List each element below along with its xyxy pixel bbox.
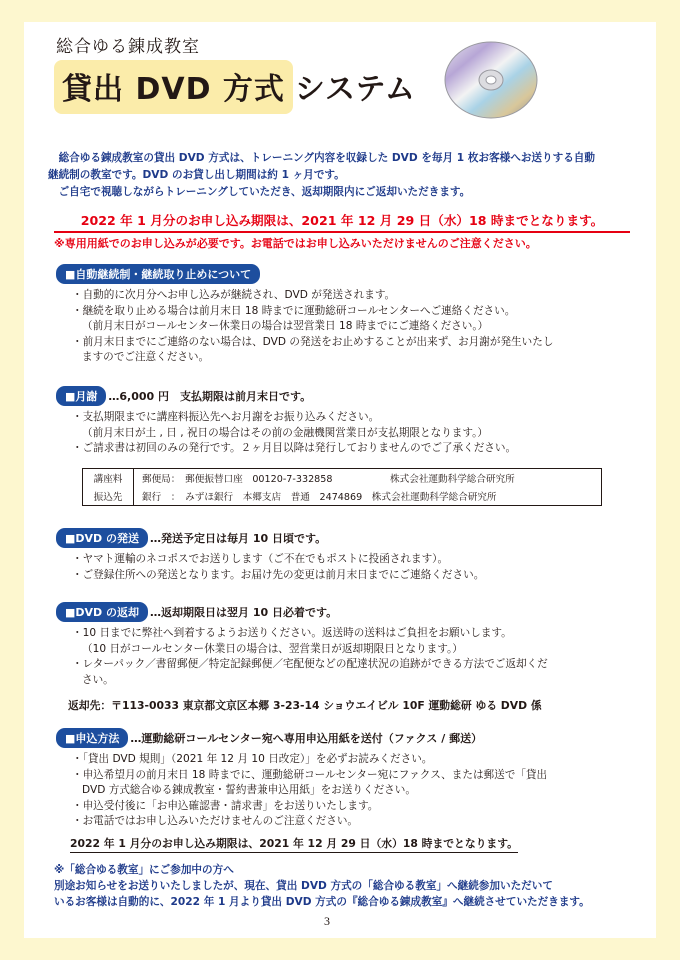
phone-notice: ※専用用紙でのお申し込みが必要です。お電話ではお申し込みいただけませんのご注意ください。 [54,237,537,250]
title-rest: システム [294,72,416,107]
list-item: ますのでご注意ください。 [82,351,210,363]
section-fee-header [56,386,311,406]
section-shipping-list [72,552,642,583]
section-auto-header [56,264,260,284]
list-item: ・ヤマト運輸のネコポスでお送りします（ご不在でもポストに投函されます）。 [72,553,449,565]
list-item: ・前月末日までにご連絡のない場合は、DVD の発送をお止めすることが出来ず、お月謝が発生いたし [72,335,554,348]
deadline-notice: 2022 年 1 月分のお申し込み期限は、2021 年 12 月 29 日（水）18 時までとなります。 [54,210,630,233]
section-fee-pill: ■月謝 [56,386,106,406]
list-item: さい。 [82,673,114,686]
section-apply-header [56,728,482,748]
section-shipping-pill: ■DVD の発送 [56,528,148,548]
list-item: ・継続を取り止める場合は前月末日 18 時までに運動総研コールセンターへご連絡ください。 [72,304,516,317]
section-fee-list [72,410,642,457]
list-item: （10 日がコールセンター休業日の場合は、翌営業日が返却期限日となります。） [82,642,463,655]
section-apply-summary: …運動総研コールセンター宛へ専用申込用紙を送付（ファクス / 郵送） [130,732,483,745]
dvd-disc-icon [436,32,546,122]
section-shipping-summary: …発送予定日は毎月 10 日頃です。 [150,532,327,545]
list-item: ・10 日までに弊社へ到着するようお送りください。返送時の送料はご負担をお願いします。 [72,627,512,639]
payment-post: 郵便局： 郵便振替口座 00120-7-332858 株式会社運動科学総合研究所 [142,474,515,485]
payment-label: 講座料 [83,469,134,487]
page-title [54,60,416,114]
section-apply-list [72,752,642,830]
page-number: 3 [324,914,330,928]
intro-line: 総合ゆる錬成教室の貸出 DVD 方式は、トレーニング内容を収録した DVD を毎月 1 枚お客様へお送りする自動 [48,152,595,164]
payment-bank: 銀行 ： みずほ銀行 本郷支店 普通 2474869 株式会社運動科学総合研究所 [142,492,497,503]
list-item: （前月末日がコールセンター休業日の場合は翌営業日 18 時までにご連絡ください。） [82,320,489,332]
list-item: ・申込受付後に「お申込確認書・請求書」をお送りいたします。 [72,799,379,812]
section-apply-pill: ■申込方法 [56,728,128,748]
section-shipping-header [56,528,326,548]
subtitle: 総合ゆる錬成教室 [56,37,200,57]
section-return-summary: …返却期限日は翌月 10 日必着です。 [150,606,338,619]
section-auto-list [72,288,642,366]
bottom-notice [54,862,654,910]
title-highlight: 貸出 DVD 方式 [54,60,293,114]
intro-text [48,150,638,201]
page [24,22,656,938]
list-item: （前月末日が土 , 日 , 祝日の場合はその前の金融機関営業日が支払期限となります。） [82,426,489,439]
list-item: ・申込希望月の前月末日 18 時までに、運動総研コールセンター宛にファクス、または郵送で「貸出 [72,768,548,781]
section-return-list [72,626,642,688]
list-item: ・ご請求書は初回のみの発行です。２ヶ月目以降は発行しておりませんのでご了承ください。 [72,442,517,454]
apply-deadline: 2022 年 1 月分のお申し込み期限は、2021 年 12 月 29 日（水）18 時までとなります。 [70,836,518,853]
list-item: ・お電話ではお申し込みいただけませんのご注意ください。 [72,815,359,827]
list-item: ・支払期限までに講座料振込先へお月謝をお振り込みください。 [72,411,380,423]
bottom-line: 別途お知らせをお送りいたしましたが、現在、貸出 DVD 方式の「総合ゆる教室」へ継続参加いただいて [54,880,553,892]
section-return-header [56,602,337,622]
payment-row [83,469,601,487]
payment-row [83,487,601,505]
bottom-line: いるお客様は自動的に、2022 年 1 月より貸出 DVD 方式の『総合ゆる錬成教室』へ継続させていただきます。 [54,896,590,908]
list-item: ・レターパック／書留郵便／特定記録郵便／宅配便などの配達状況の追跡ができる方法でご返却くだ [72,658,548,670]
list-item: ・ご登録住所への発送となります。お届け先の変更は前月末日までにご連絡ください。 [72,568,485,581]
section-fee-summary: …6,000 円 支払期限は前月末日です。 [108,390,312,403]
section-auto-pill: ■自動継続制・継続取り止めについて [56,264,260,284]
return-address: 返却先：〒113-0033 東京都文京区本郷 3-23-14 ショウエイビル 10F 運動総研 ゆる DVD 係 [68,699,542,712]
list-item: ・自動的に次月分へお申し込みが継続され、DVD が発送されます。 [72,289,396,301]
intro-line: ご自宅で視聴しながらトレーニングしていただき、返却期限内にご返却いただきます。 [48,186,471,198]
list-item: ・「貸出 DVD 規則」（2021 年 12 月 10 日改定）」を必ずお読みください。 [72,753,433,765]
bottom-line: ※「総合ゆる教室」にご参加中の方へ [54,864,234,876]
list-item: DVD 方式総合ゆる錬成教室・誓約書兼申込用紙」をお送りください。 [82,784,416,796]
intro-line: 継続制の教室です。DVD のお貸し出し期間は約 1 ヶ月です。 [48,169,345,181]
section-return-pill: ■DVD の返却 [56,602,148,622]
payment-label: 振込先 [83,487,134,505]
payment-table [82,468,602,506]
